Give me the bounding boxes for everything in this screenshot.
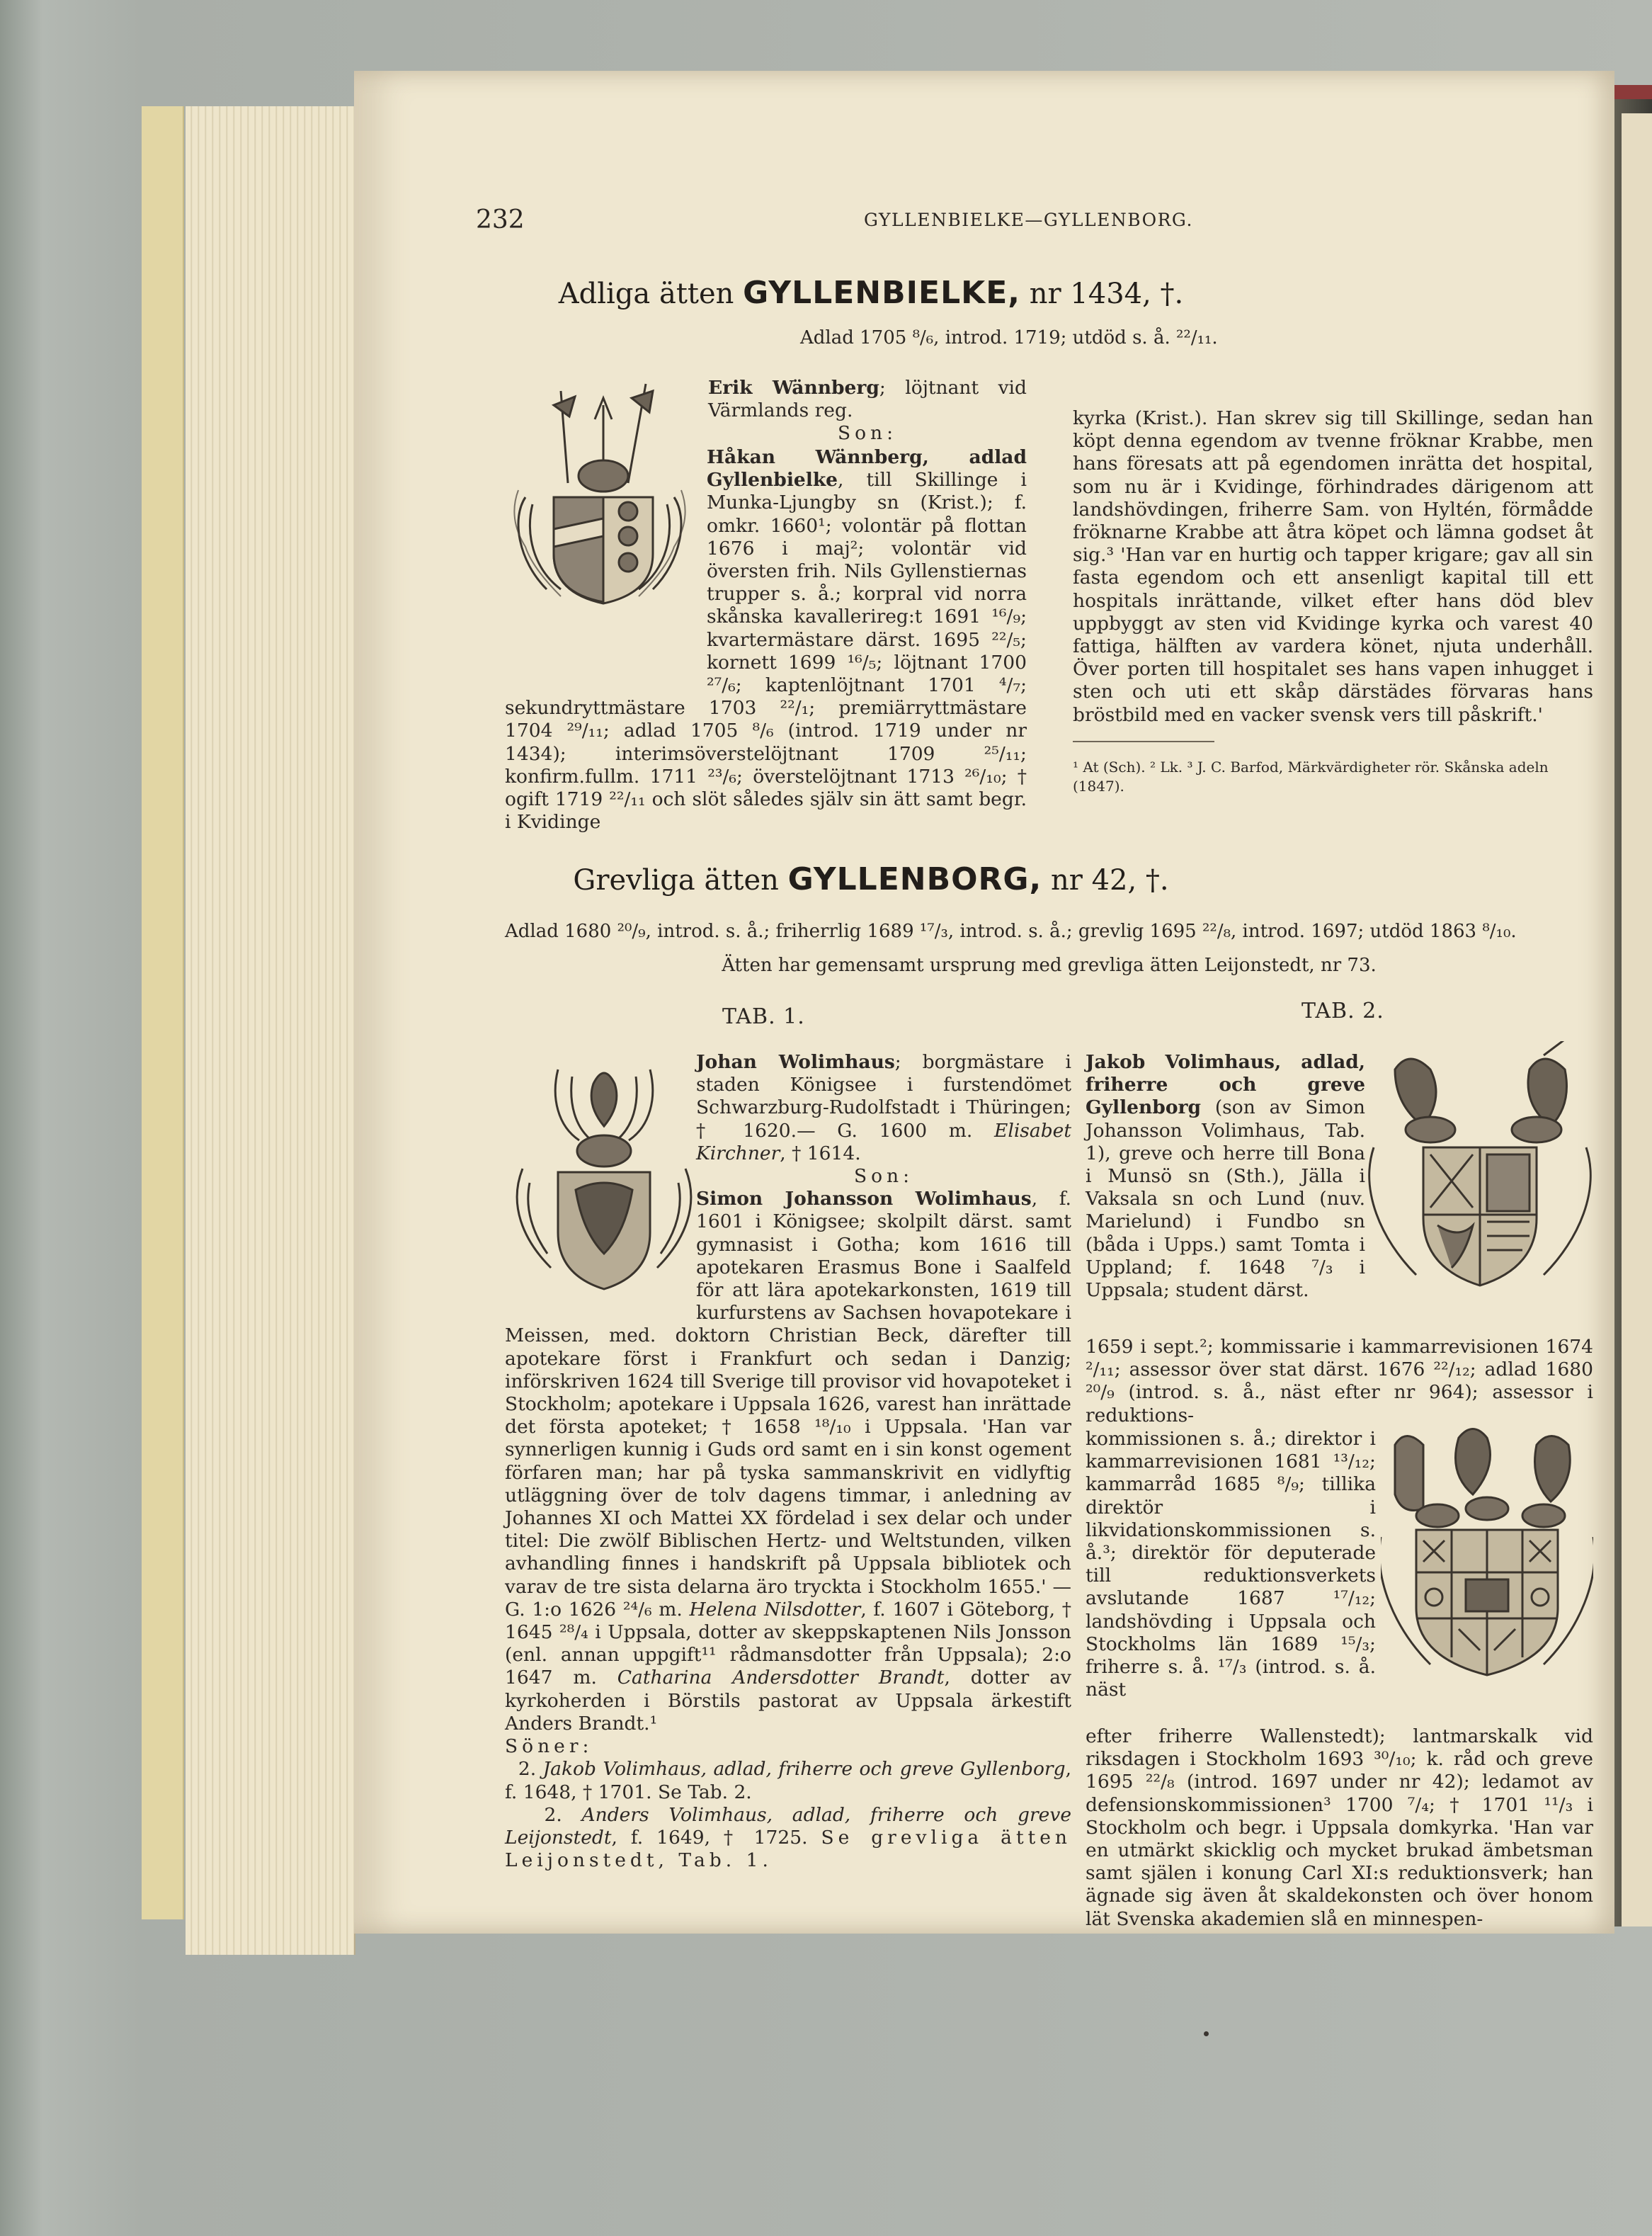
crest-gyllenborg-count [1381,1424,1593,1679]
gyllenborg-subline2: Ätten har gemensamt ursprung med grevliga ätten Leijonstedt, nr 73. [722,955,1377,976]
son-heading: Son: [837,422,898,445]
title-name: GYLLENBORG, [787,861,1042,897]
hakan-entry [505,446,1027,834]
tab2-body-top: Jakob Volimhaus, adlad, friherre och greve Gyllenborg (son av Simon Johansson Volimhaus, Tab. 1), greve och herre till Bona i Munsö sn (Sth.), Jälla i Vaksala sn och Lund (nuv. Marielund) i Fundbo sn (båda i Upps.) samt Tomta i Uppland; f. 1648 ⁷/₃ i Uppsala; student därst. [1086,1051,1365,1302]
title-name: GYLLENBIELKE, [743,275,1020,311]
paper-tab [142,106,184,1919]
gyllenbielke-footnotes: ¹ At (Sch). ² Lk. ³ J. C. Barfod, Märkvärdigheter rör. Skånska adeln (1847). [1073,759,1549,795]
gyllenbielke-title [0,275,1388,311]
footnote-rule [1073,741,1214,742]
gyllenborg-subline: Adlad 1680 ²⁰/₉, introd. s. å.; friherrlig 1689 ¹⁷/₃, introd. s. å.; grevlig 1695 ²²/₈, introd. 1697; utdöd 1863 ⁸/₁₀. [505,921,1517,942]
erik-entry: Erik Wännberg; löjtnant vid Värmlands reg. [708,377,1027,422]
title-suffix: nr 1434, †. [1029,278,1184,310]
title-prefix: Adliga ätten [558,278,734,310]
crest-wrap-spacer [505,1051,696,1315]
gyllenbielke-subline: Adlad 1705 ⁸/₆, introd. 1719; utdöd s. å. ²²/₁₁. [800,327,1218,348]
title-suffix: nr 42, †. [1050,864,1169,897]
crest-gyllenborg-baron [1367,1041,1593,1296]
facing-page [1622,113,1652,1926]
page-number: 232 [476,205,525,234]
gyllenborg-title [0,861,1388,897]
gyllenbielke-intro [708,377,1027,446]
gyllenbielke-right-column: kyrka (Krist.). Han skrev sig till Skillinge, sedan han köpt denna egendom av tvenne fröknar Krabbe, men hans föresats att på egendomen inrätta det hospital, som nu är i Kvidinge, förhindrades därigenom att landshövdingen, friherre Sam. von Hyltén, förmådde fröknarne Krabbe att åtra köpet och lämna godset åt sig.³ 'Han var en hurtig och tapper krigare; gav all sin fasta egendom och ett ansenligt kapital till ett hospitals inrättande, vilket efter hans död blev uppbyggt av sten vid Kvidinge kyrka och varest 40 fattiga, hälften av vardera könet, njuta underhåll. Över porten till hospitalet ses hans vapen inhugget i sten och uti ett skåp därstädes förvaras hans bröstbild med en vacker svensk vers till påskrift.' [1073,407,1593,726]
tab2-body-low: kommissionen s. å.; direktor i kammarrevisionen 1681 ¹³/₁₂; kammarråd 1685 ⁸/₉; tillika direktör i likvidationskommissionen s. å.³; direktör för deputerade till reduktionsverkets avslutande 1687 ¹⁷/₁₂; landshövding i Uppsala och Stockholms län 1689 ¹⁵/₃; friherre s. å. ¹⁷/₃ (introd. s. å. näst [1086,1428,1376,1701]
running-head: GYLLENBIELKE—GYLLENBORG. [864,210,1193,230]
ink-dot [1204,2031,1209,2036]
crest-wrap-spacer [505,446,707,687]
title-prefix: Grevliga ätten [573,864,779,897]
tab1-text [505,1051,1071,1872]
tab1-label: TAB. 1. [722,1004,805,1029]
hakan-text: Håkan Wännberg, adlad Gyllenbielke, till Skillinge i Munka-Ljungby sn (Krist.); f. omkr. 1660¹; volontär på flottan 1676 i maj²; volontär vid översten frih. Nils Gyllenstiernas trupper s. å.; korpral vid norra skånska kavallerireg:t 1691 ¹⁶/₉; kvartermästare därst. 1695 ²²/₅; kornett 1699 ¹⁶/₅; löjtnant 1700 ²⁷/₆; kaptenlöjtnant 1701 ⁴/₇; sekundryttmästare 1703 ²²/₁; premiärryttmästare 1704 ²⁹/₁₁; adlad 1705 ⁸/₆ (introd. 1719 under nr 1434); interimsöverstelöjtnant 1709 ²⁵/₁₁; konfirm.fullm. 1711 ²³/₆; överstelöjtnant 1713 ²⁶/₁₀; † ogift 1719 ²²/₁₁ och slöt således själv sin ätt samt begr. i Kvidinge [505,446,1027,834]
tab2-body-mid: 1659 i sept.²; kommissarie i kammarrevisionen 1674 ²/₁₁; assessor över stat därst. 1676 ²²/₁₂; adlad 1680 ²⁰/₉ (introd. s. å., näst efter nr 964); assessor i reduktions- [1086,1336,1593,1426]
tab1-body: Johan Wolimhaus; borgmästare i staden Königsee i furstendömet Schwarzburg-Rudolfstadt i Thüringen; † 1620.— G. 1600 m. Elisabet Kirchner, † 1614. Son: Simon Johansson Wolimhaus, f. 1601 i Königsee; skolpilt därst. samt gymnasist i Gotha; kom 1616 till apotekaren Erasmus Bone i Saalfeld för att lära apotekarkonsten, 1619 till kurfurstens av Sachsen hovapotekare i Meissen, med. doktorn Christian Beck, därefter till apotekare först i Frankfurt och sedan i Danzig; införskriven 1624 till Sverige till provisor vid hovapoteket i Stockholm; apotekare i Uppsala 1626, varest han inrättade det första apoteket; † 1658 ¹⁸/₁₀ i Uppsala. 'Han var synnerligen kunnig i Guds ord samt en i sin konst ogement förfaren man; har på tyska sammanskrivit en vidlyftig utläggning över de tolv dagens timmar, i anledning av Johannes XI och Mattei XX fördelad i sex delar och under titel: Die zwölf Biblischen Hertz- und Weltstunden, vilken avhandling finnes i handskrift på Uppsala bibliotek och varav de tre sista delarna äro tryckta i Stockholm 1655.' — G. 1:o 1626 ²⁴/₆ m. Helena Nilsdotter, f. 1607 i Göteborg, † 1645 ²⁸/₄ i Uppsala, dotter av skeppskaptenen Nils Jonsson (enl. annan uppgift¹¹ rådmansdotter från Uppsala); 2:o 1647 m. Catharina Andersdotter Brandt, dotter av kyrkoherden i Börstils pastorat av Uppsala ärkestift Anders Brandt.¹ Söner: 2. Jakob Volimhaus, adlad, friherre och greve Gyllenborg, f. 1648, † 1701. Se Tab. 2. 2. Anders Volimhaus, adlad, friherre och greve Leijonstedt, f. 1649, † 1725. Se grevliga ätten Leijonstedt, Tab. 1. [505,1051,1072,1872]
tab2-label: TAB. 2. [1301,999,1384,1023]
tab2-body-end: efter friherre Wallenstedt); lantmarskalk vid riksdagen i Stockholm 1693 ³⁰/₁₀; k. råd och greve 1695 ²²/₈ (introd. 1697 under nr 42); ledamot av defensionskommissionen³ 1700 ⁷/₄; † 1701 ¹¹/₃ i Stockholm och begr. i Uppsala domkyrka. 'Han var en utmärkt skicklig och mycket brukad ämbetsman samt själen i konung Carl XI:s reduktionsverk; han ägnade sig även åt skaldekonsten och över honom lät Svenska akademien slå en minnespen- [1086,1725,1593,1930]
book-page-edges [186,106,355,1955]
